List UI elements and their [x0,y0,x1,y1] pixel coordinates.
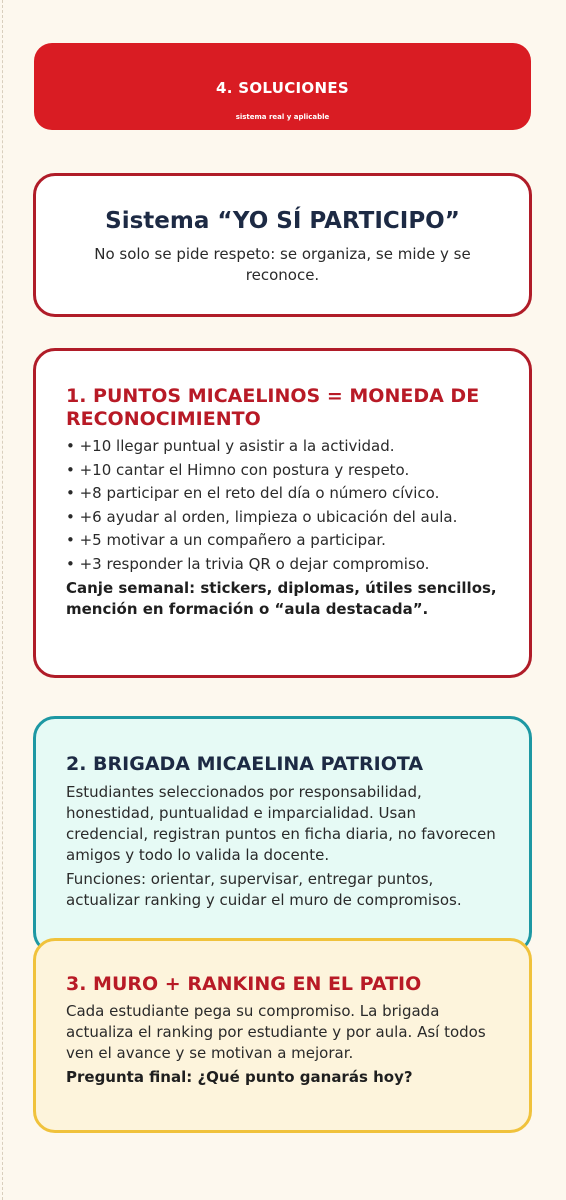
section-header [34,43,531,130]
list-item: • +10 llegar puntual y asistir a la actividad. [66,437,395,455]
list-item: • +8 participar en el reto del día o número cívico. [66,484,440,502]
list-item: • +5 motivar a un compañero a participar. [66,531,386,549]
points-title: 1. PUNTOS MICAELINOS = MONEDA DE RECONOCIMIENTO [66,385,480,430]
system-title: Sistema “YO SÍ PARTICIPO” [105,208,460,234]
brigada-title: 2. BRIGADA MICAELINA PATRIOTA [66,753,424,775]
section-title: 4. SOLUCIONES [216,79,349,97]
page-margin-rule [2,0,3,1200]
weekly-exchange-text: Canje semanal: stickers, diplomas, útiles sencillos, mención en formación o “aula destacada”. [66,579,497,618]
list-item: • +6 ayudar al orden, limpieza o ubicación del aula. [66,507,458,526]
system-description: No solo se pide respeto: se organiza, se mide y se reconoce. [94,245,471,284]
points-card [33,348,532,678]
brigada-card [33,716,532,954]
brigada-description: Estudiantes seleccionados por responsabilidad, honestidad, puntualidad e imparcialidad. Usan credencial, registran puntos en ficha diaria, no favorecen amigos y todo lo valida la docente. [66,783,496,864]
brigada-functions: Funciones: orientar, supervisar, entregar puntos, actualizar ranking y cuidar el muro de compromisos. [66,870,462,909]
final-question: Pregunta final: ¿Qué punto ganarás hoy? [66,1068,413,1086]
list-item: • +3 responder la trivia QR o dejar compromiso. [66,554,430,573]
muro-title: 3. MURO + RANKING EN EL PATIO [66,973,422,995]
muro-card [33,938,532,1133]
muro-description: Cada estudiante pega su compromiso. La brigada actualiza el ranking por estudiante y por aula. Así todos ven el avance y se motivan a mejorar. [66,1002,486,1062]
intro-card [33,173,532,317]
points-list [66,435,499,576]
list-item: • +10 cantar el Himno con postura y respeto. [66,460,410,479]
section-subtitle: sistema real y aplicable [235,113,330,121]
